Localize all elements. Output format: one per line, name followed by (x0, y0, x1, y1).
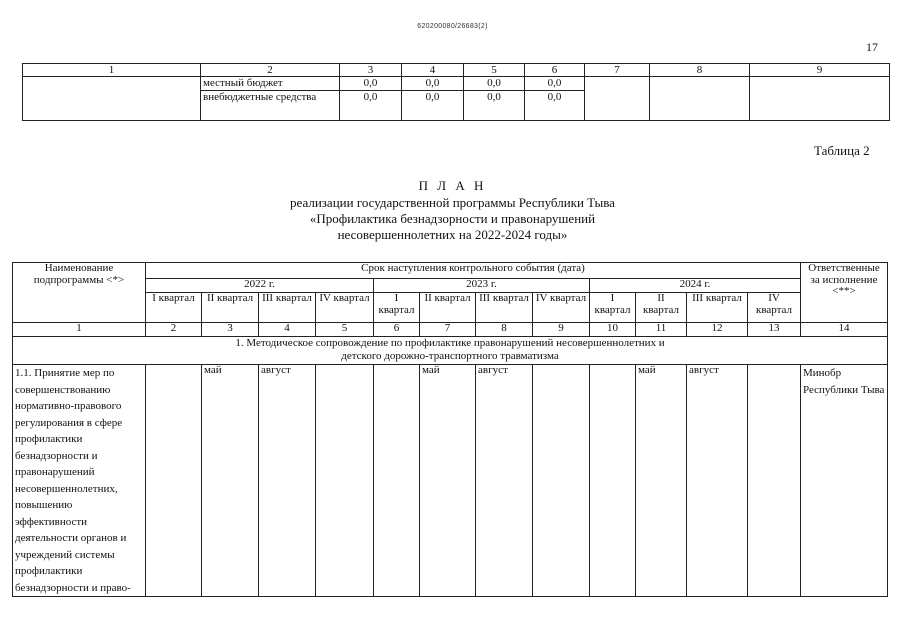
year-header: 2023 г. (374, 279, 590, 293)
column-number: 3 (202, 323, 259, 337)
quarter-header: II квартал (202, 293, 259, 323)
date-cell: август (476, 365, 533, 597)
quarter-header: IV квартал (316, 293, 374, 323)
section-row (13, 337, 888, 365)
column-number: 6 (374, 323, 420, 337)
quarter-header: II квартал (420, 293, 476, 323)
cell-empty (374, 365, 420, 597)
date-cell: май (420, 365, 476, 597)
top-col-number: 3 (340, 64, 402, 77)
date-cell: август (259, 365, 316, 597)
cell-empty (748, 365, 801, 597)
column-number: 11 (636, 323, 687, 337)
column-number: 13 (748, 323, 801, 337)
column-number: 12 (687, 323, 748, 337)
responsible-cell: Минобр Республики Тыва (801, 365, 888, 597)
quarter-header: IV квартал (533, 293, 590, 323)
top-cell-value: 0,0 (402, 77, 464, 91)
quarter-header: IV квартал (748, 293, 801, 323)
top-cell-empty (23, 77, 201, 121)
year-header: 2024 г. (590, 279, 801, 293)
column-number: 2 (146, 323, 202, 337)
column-number: 14 (801, 323, 888, 337)
column-number: 10 (590, 323, 636, 337)
plan-title: П Л А Н (418, 178, 487, 193)
top-table (22, 63, 890, 121)
column-number: 7 (420, 323, 476, 337)
column-number: 1 (13, 323, 146, 337)
plan-subtitle-line: несовершеннолетних на 2022-2024 годы» (337, 227, 568, 242)
column-number: 5 (316, 323, 374, 337)
plan-table (12, 262, 888, 597)
top-cell-value: 0,0 (340, 77, 402, 91)
top-col-number: 7 (585, 64, 650, 77)
header-row-top (13, 263, 888, 279)
column-number: 9 (533, 323, 590, 337)
responsible-header: Ответственные за исполнение <**> (801, 263, 888, 323)
column-number: 8 (476, 323, 533, 337)
quarter-header: I квартал (374, 293, 420, 323)
document-code: 620200080/26683(2) (417, 23, 488, 30)
date-cell: май (202, 365, 259, 597)
col-name-header: Наименование подпрограммы <*> (13, 263, 146, 323)
top-table-header-row (23, 64, 890, 77)
column-numbers-row (13, 323, 888, 337)
page-number: 17 (866, 40, 878, 54)
cell-empty (590, 365, 636, 597)
cell-empty (533, 365, 590, 597)
section-title: 1. Методическое сопровождение по профилактике правонарушений несовершеннолетних и детского дорожно-транспортного травматизма (13, 337, 888, 365)
plan-subtitle-line: реализации государственной программы Республики Тыва (290, 195, 615, 210)
top-col-number: 1 (23, 64, 201, 77)
top-col-number: 6 (525, 64, 585, 77)
table-row (13, 365, 888, 597)
top-row-label: местный бюджет (201, 77, 340, 91)
top-col-number: 5 (464, 64, 525, 77)
top-col-number: 9 (750, 64, 890, 77)
top-cell-value: 0,0 (464, 77, 525, 91)
top-cell-value: 0,0 (402, 91, 464, 121)
quarter-header: III квартал (687, 293, 748, 323)
date-cell: май (636, 365, 687, 597)
top-table-row (23, 77, 890, 91)
date-cell: август (687, 365, 748, 597)
table-label: Таблица 2 (814, 143, 870, 158)
top-cell-value: 0,0 (464, 91, 525, 121)
top-cell-value: 0,0 (340, 91, 402, 121)
top-col-number: 8 (650, 64, 750, 77)
top-col-number: 4 (402, 64, 464, 77)
plan-subtitle-line: «Профилактика безнадзорности и правонарушений (309, 211, 596, 226)
quarter-header: I квартал (146, 293, 202, 323)
quarter-header: I квартал (590, 293, 636, 323)
quarter-header: III квартал (476, 293, 533, 323)
top-row-label: внебюджетные средства (201, 91, 340, 121)
quarter-header: II квартал (636, 293, 687, 323)
top-cell-value: 0,0 (525, 91, 585, 121)
top-cell-empty (585, 77, 650, 121)
cell-empty (146, 365, 202, 597)
quarter-header: III квартал (259, 293, 316, 323)
top-cell-value: 0,0 (525, 77, 585, 91)
activity-name: 1.1. Принятие мер по совершенствованию нормативно-правового регулирования в сфере профилактики безнадзорности и правонарушений несовершеннолетних, повышению эффективности деятельности органов и учреждений системы профилактики безнадзорности и право- (13, 365, 146, 597)
cell-empty (316, 365, 374, 597)
top-cell-empty (750, 77, 890, 121)
top-cell-empty (650, 77, 750, 121)
year-header: 2022 г. (146, 279, 374, 293)
top-col-number: 2 (201, 64, 340, 77)
date-header: Срок наступления контрольного события (дата) (146, 263, 801, 279)
column-number: 4 (259, 323, 316, 337)
